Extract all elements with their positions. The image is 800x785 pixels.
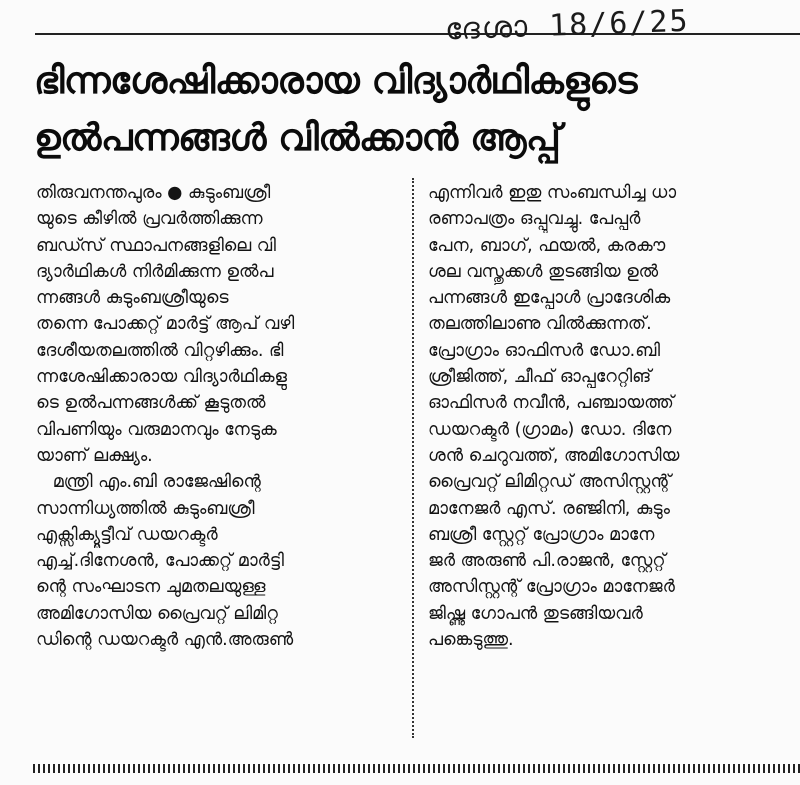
headline-line-2: ഉൽപന്നങ്ങൾ വിൽക്കാൻ ആപ്പ്	[34, 116, 561, 159]
body-line: യാണ് ലക്ഷ്യം.	[36, 445, 153, 466]
body-line: രണാപത്രം ഒപ്പുവച്ചു. പേപ്പർ	[428, 209, 641, 230]
body-line: ജിഷ്ണു ഗോപൻ തുടങ്ങിയവർ	[428, 603, 643, 624]
body-line: ഡയറക്ടർ (ഗ്രാമം) ഡോ. ദിനേ	[428, 419, 672, 440]
body-line: അമിഗോസിയ പ്രൈവറ്റ് ലിമിറ്റ	[36, 603, 278, 624]
handwritten-date-note: ദേശാ 18/6/25	[444, 3, 691, 48]
body-line: ദ്യാർഥികൾ നിർമിക്കുന്ന ഉൽപ	[36, 261, 274, 282]
body-line: വിപണിയും വരുമാനവും നേടുക	[36, 419, 277, 440]
body-line: തന്നെ പോക്കറ്റ് മാർട്ട് ആപ് വഴി	[36, 314, 295, 335]
body-line: പേന, ബാഗ്, ഫയൽ, കരകൗ	[428, 235, 666, 256]
article-headline	[34, 52, 794, 166]
article-column-left	[36, 180, 406, 653]
body-line: ജർ അരുൺ പി.രാജൻ, സ്റ്റേറ്റ്	[428, 551, 666, 572]
body-line: എക്സിക്യൂട്ടീവ് ഡയറക്ടർ	[36, 524, 218, 545]
body-line: അസിസ്റ്റന്റ് പ്രോഗ്രാം മാനേജർ	[428, 577, 675, 598]
body-line: ടെ ഉൽപന്നങ്ങൾക്ക് കൂടുതൽ	[36, 393, 266, 414]
body-line: മന്ത്രി എം.ബി രാജേഷിന്റെ	[36, 472, 261, 493]
column-divider	[412, 178, 414, 738]
body-line: എന്നിവർ ഇതു സംബന്ധിച്ച ധാ	[428, 183, 677, 203]
body-line: ശല വസ്തുക്കൾ തുടങ്ങിയ ഉൽ	[428, 261, 659, 282]
body-line: ന്നങ്ങൾ കുടുംബശ്രീയുടെ	[36, 288, 229, 309]
bottom-rule	[33, 764, 800, 773]
body-line: ഡിന്റെ ഡയറക്ടർ എൻ.അരുൺ	[36, 630, 294, 651]
body-line: യുടെ കീഴിൽ പ്രവർത്തിക്കുന്ന	[36, 209, 263, 230]
article-column-right	[428, 180, 798, 653]
body-line: പങ്കെടുത്തു.	[428, 630, 514, 651]
body-line: പന്നങ്ങൾ ഇപ്പോൾ പ്രാദേശിക	[428, 288, 671, 309]
body-line: ന്റെ സംഘാടന ചുമതലയുള്ള	[36, 577, 266, 598]
body-line: സാന്നിധ്യത്തിൽ കുടുംബശ്രീ	[36, 498, 255, 519]
body-line: പ്രോഗ്രാം ഓഫിസർ ഡോ.ബി	[428, 340, 661, 361]
body-line: തിരുവനന്തപുരം ● കുടുംബശ്രീ	[36, 183, 271, 203]
body-line: ദേശീയതലത്തിൽ വിറ്റഴിക്കും. ഭി	[36, 340, 284, 361]
body-line: ന്നശേഷിക്കാരായ വിദ്യാർഥികളു	[36, 367, 288, 388]
body-line: പ്രൈവറ്റ് ലിമിറ്റഡ് അസിസ്റ്റന്റ്	[428, 472, 671, 493]
body-line: ശൻ ചെറുവത്ത്, അമിഗോസിയ	[428, 445, 680, 466]
body-line: ശ്രീജിത്ത്, ചീഫ് ഓപ്പറേറ്റിങ്	[428, 367, 652, 388]
body-line: മാനേജർ എസ്. രഞ്ജിനി, കുടും	[428, 498, 670, 519]
body-line: എച്ച്.ദിനേശൻ, പോക്കറ്റ് മാർട്ടി	[36, 551, 284, 572]
body-line: തലത്തിലാണു വിൽക്കുന്നത്.	[428, 314, 652, 335]
body-line: ബശ്രീ സ്റ്റേറ്റ് പ്രോഗ്രാം മാനേ	[428, 524, 655, 545]
body-line: ഓഫിസർ നവീൻ, പഞ്ചായത്ത്	[428, 393, 674, 414]
headline-line-1: ഭിന്നശേഷിക്കാരായ വിദ്യാർഥികളുടെ	[34, 59, 637, 102]
body-line: ബഡ്സ് സ്ഥാപനങ്ങളിലെ വി	[36, 235, 276, 256]
